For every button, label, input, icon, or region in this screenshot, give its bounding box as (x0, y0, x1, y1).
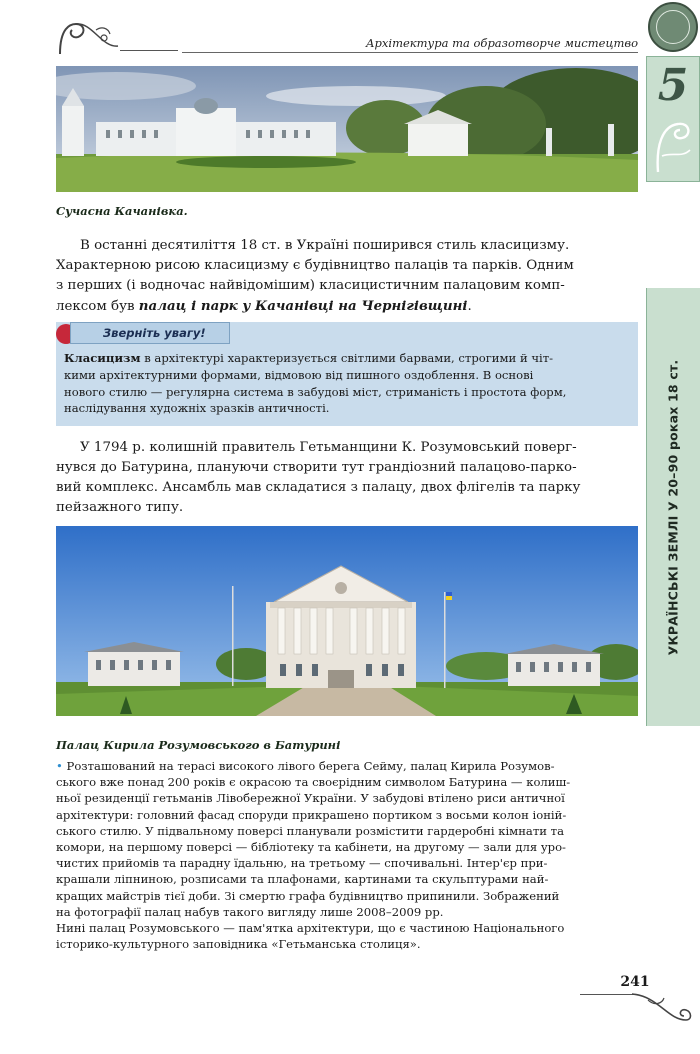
note-flag: Зверніть увагу! (70, 322, 230, 344)
header-rule (182, 52, 638, 53)
page-number: 241 (620, 974, 650, 990)
paragraph-1 (56, 236, 638, 317)
seal-inner-ring (656, 10, 690, 44)
section-side-title: УКРАЇНСЬКІ ЗЕМЛІ У 20–90 роках 18 ст. (665, 359, 681, 655)
running-header: Архітектура та образотворче мистецтво (365, 36, 638, 50)
photo1-caption: Сучасна Качанівка. (56, 204, 188, 218)
emphasis-kachanivka: палац і парк у Качанівці на Чернігівщині (138, 298, 468, 314)
footer-ornament-icon (628, 990, 694, 1026)
photo2-caption: Палац Кирила Розумовського в Батурині (56, 738, 341, 752)
bullet-icon: • (56, 759, 63, 773)
paragraph-1-line: з перших (і водночас найвідомішим) класицистичним палацовим комп- (56, 278, 565, 293)
photo-kachanivka (56, 66, 638, 192)
paragraph-1-line: Характерною рисою класицизму є будівництво палаців та парків. Одним (56, 258, 574, 273)
paragraph-2: У 1794 р. колишній правитель Гетьманщини К. Розумовський поверг- нувся до Батурина, плануючи створити тут грандіозний палацово-парко- вий комплекс. Ансамбль мав складатися з палацу, двох флігелів та парку пейзажного типу. (56, 440, 581, 515)
chapter-number: 5 (657, 60, 689, 111)
note-text: Класицизм в архітектурі характеризується світлими барвами, строгими й чіт- кими архітектурними формами, відмовою від пишного оздоблення. В основі нового стилю — регулярна система в забудові міст, стриманість і простота форм, наслідування художніх зразків античності. (64, 351, 567, 416)
header-ornament-icon (56, 18, 126, 58)
header-rule-left (120, 50, 178, 51)
note-lead-term: Класицизм (64, 351, 141, 365)
chapter-ornament-icon (652, 116, 696, 176)
paragraph-1-last-line: лексом був палац і парк у Качанівці на Чернігівщині. (56, 298, 472, 314)
info-paragraph: • Розташований на терасі високого лівого берега Сейму, палац Кирила Розумов- ського вже понад 200 років є окрасою та своєрідним символом Батурина — колиш- ньої резиденції гетьманів Лівобережної України. У забудові втілено риси античної архітектури: головний фасад споруди прикрашено портиком з восьми колон іоній- ського стилю. У підвальному поверсі планували розмістити гардеробні кімнати та комори, на першому поверсі — бібліотеку та кабінети, на другому — зали для уро- чистих прийомів та парадну їдальню, на третьому — спочивальні. Інтер'єр при- крашали ліпниною, розписами та плафонами, картинами та скульптурами най- кращих майстрів тієї доби. Зі смертю графа будівництво припинили. Зображений на фотографії палац набув такого вигляду лише 2008–2009 рр. Нині палац Розумовського — пам'ятка архітектури, що є частиною Національного історико-культурного заповідника «Гетьманська столиця». (56, 759, 571, 952)
paragraph-1-line: В останні десятиліття 18 ст. в Україні поширився стиль класицизму. (80, 238, 570, 253)
photo-baturyn-palace (56, 526, 638, 716)
